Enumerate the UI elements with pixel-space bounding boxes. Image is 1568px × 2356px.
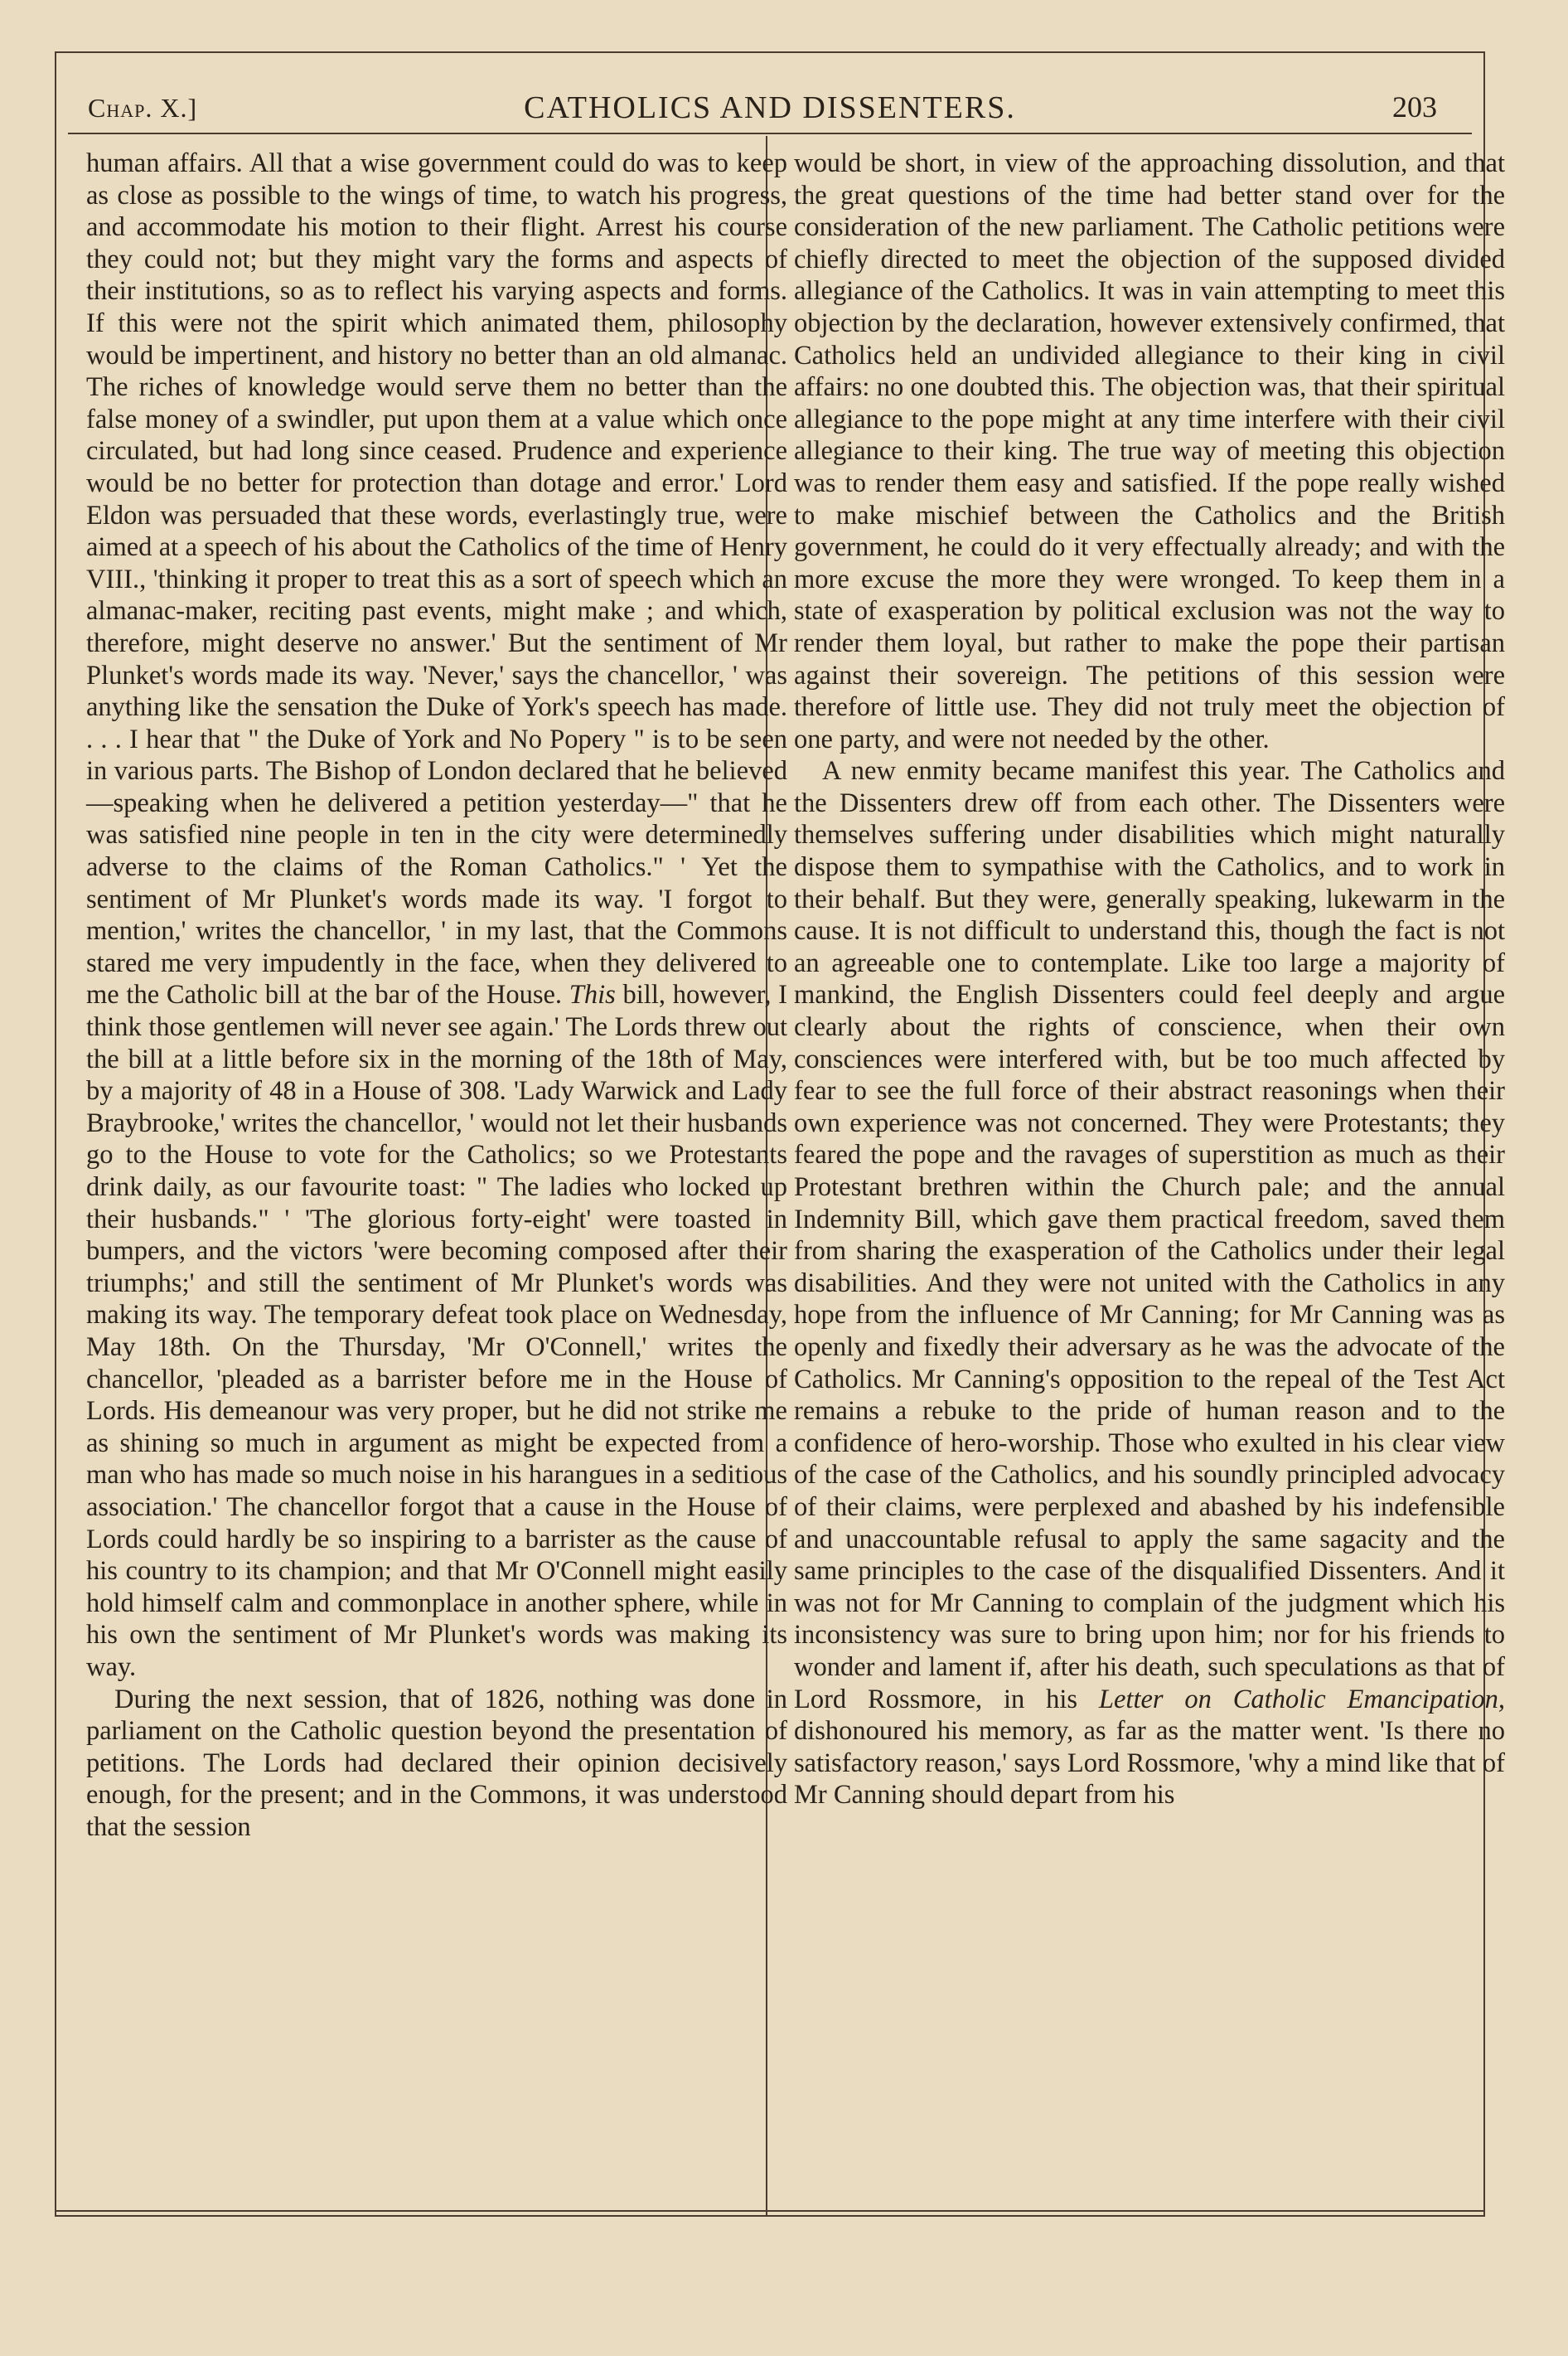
left-paragraph-1-rest: bill, however, I think those gentlemen will never see again.' The Lords threw out the bill at a little before six in the morning of the 18th of May, by a majority of 48 in a House of 308. 'Lady Warwick and Lady Braybrooke,' writes the chancellor, ' would not let their husbands go to the House to vote for the Catholics; so we Protestants drink daily, as our favourite toast: " The ladies who locked up their husbands." ' 'The glorious forty-eight' were toasted in bumpers, and the victors 'were becoming composed after their triumphs;' and still the sentiment of Mr Plunket's words was making its way. The temporary defeat took place on Wednesday, May 18th. On the Thursday, 'Mr O'Connell,' writes the chancellor, 'pleaded as a barrister before me in the House of Lords. His demeanour was very proper, but he did not strike me as shining so much in argument as might be expected from a man who has made so much noise in his harangues in a seditious association.' The chancellor forgot that a cause in the House of Lords could hardly be so inspiring to a barrister as the cause of his country to its champion; and that Mr O'Connell might easily hold himself calm and commonplace in another sphere, while in his own the sentiment of Mr Plunket's words was making its way. [86, 980, 787, 1682]
right-paragraph-1: would be short, in view of the approaching dissolution, and that the great questions of the time had better stand over for the consideration of the new parliament. The Catholic petitions were chiefly directed to meet the objection of the supposed divided allegiance of the Catholics. It was in vain attempting to meet this objection by the declaration, however extensively confirmed, that Catholics held an undivided allegiance to their king in civil affairs: no one doubted this. The objection was, that their spiritual allegiance to the pope might at any time interfere with their civil allegiance to their king. The true way of meeting this objection was to render them easy and satisfied. If the pope really wished to make mischief between the Catholics and the British government, he could do it very effectually already; and with the more excuse the more they were wronged. To keep them in a state of exasperation by political exclusion was not the way to render them loyal, but rather to make the pope their partisan against their sovereign. The petitions of this session were therefore of little use. They did not truly meet the objection of one party, and were not needed by the other. [794, 148, 1505, 754]
left-column [86, 148, 794, 2203]
right-paragraph-2-rest: dishonoured his memory, as far as the matter went. 'Is there no satisfactory reason,' says Lord Rossmore, 'why a mind like that of Mr Canning should depart from his [794, 1716, 1505, 1811]
running-header [68, 86, 1472, 134]
right-column [776, 148, 1505, 2203]
left-paragraph-1-text: human affairs. All that a wise government could do was to keep as close as possible to the wings of time, to watch his progress, and accommodate his motion to their flight. Arrest his course they could not; but they might vary the forms and aspects of their institutions, so as to reflect his varying aspects and forms. If this were not the spirit which animated them, philosophy would be impertinent, and history no better than an old almanac. The riches of knowledge would serve them no better than the false money of a swindler, put upon them at a value which once circulated, but had long since ceased. Prudence and experience would be no better for protection than dotage and error.' Lord Eldon was persuaded that these words, everlastingly true, were aimed at a speech of his about the Catholics of the time of Henry VIII., 'thinking it proper to treat this as a sort of speech which an almanac-maker, reciting past events, might make ; and which, therefore, might deserve no answer.' But the sentiment of Mr Plunket's words made its way. 'Never,' says the chancellor, ' was anything like the sensation the Duke of York's speech has made. . . . I hear that " the Duke of York and No Popery " is to be seen in various parts. The Bishop of London declared that he believed—speaking when he delivered a petition yesterday—" that he was satisfied nine people in ten in the city were determinedly adverse to the claims of the Roman Catholics." ' Yet the sentiment of Mr Plunket's words made its way. 'I forgot to mention,' writes the chancellor, ' in my last, that the Commons stared me very impudently in the face, when they delivered to me the Catholic bill at the bar of the House. [86, 148, 787, 1011]
right-paragraph-2-italic: Letter on Catholic Emancipation, [1098, 1684, 1506, 1714]
left-paragraph-1 [86, 148, 787, 1684]
left-paragraph-2: During the next session, that of 1826, nothing was done in parliament on the Catholic question beyond the presentation of petitions. The Lords had declared their opinion decisively enough, for the present; and in the Commons, it was understood that the session [86, 1684, 787, 1842]
right-paragraph-2-text: A new enmity became manifest this year. The Catholics and the Dissenters drew off from each other. The Dissenters were themselves suffering under disabilities which might naturally dispose them to sympathise with the Catholics, and to work in their behalf. But they were, generally speaking, lukewarm in the cause. It is not difficult to understand this, though the fact is not an agreeable one to contemplate. Like too large a majority of mankind, the English Dissenters could feel deeply and argue clearly about the rights of conscience, when their own consciences were interfered with, but be too much affected by fear to see the full force of their abstract reasonings when their own experience was not concerned. They were Protestants; they feared the pope and the ravages of superstition as much as their Protestant brethren within the Church pale; and the annual Indemnity Bill, which gave them practical freedom, saved them from sharing the exasperation of the Catholics under their legal disabilities. And they were not united with the Catholics in any hope from the influence of Mr Canning; for Mr Canning was as openly and fixedly their adversary as he was the advocate of the Catholics. Mr Canning's opposition to the repeal of the Test Act remains a rebuke to the pride of human reason and to the confidence of hero-worship. Those who exulted in his clear view of the case of the Catholics, and his soundly principled advocacy of their claims, were perplexed and abashed by his indefensible and unaccountable refusal to apply the same sagacity and the same principles to the case of the disqualified Dissenters. And it was not for Mr Canning to complain of the judgment which his inconsistency was sure to bring upon him; nor for his friends to wonder and lament if, after his death, such speculations as that of Lord Rossmore, in his [794, 756, 1505, 1714]
bottom-rule [55, 2210, 1485, 2212]
left-paragraph-1-italic: This [569, 980, 616, 1011]
page-number: 203 [1392, 90, 1437, 124]
page-title: CATHOLICS AND DISSENTERS. [524, 90, 1016, 125]
book-page [55, 51, 1506, 2217]
chapter-label: Chap. X.] [88, 93, 198, 123]
right-paragraph-2 [794, 755, 1505, 1811]
